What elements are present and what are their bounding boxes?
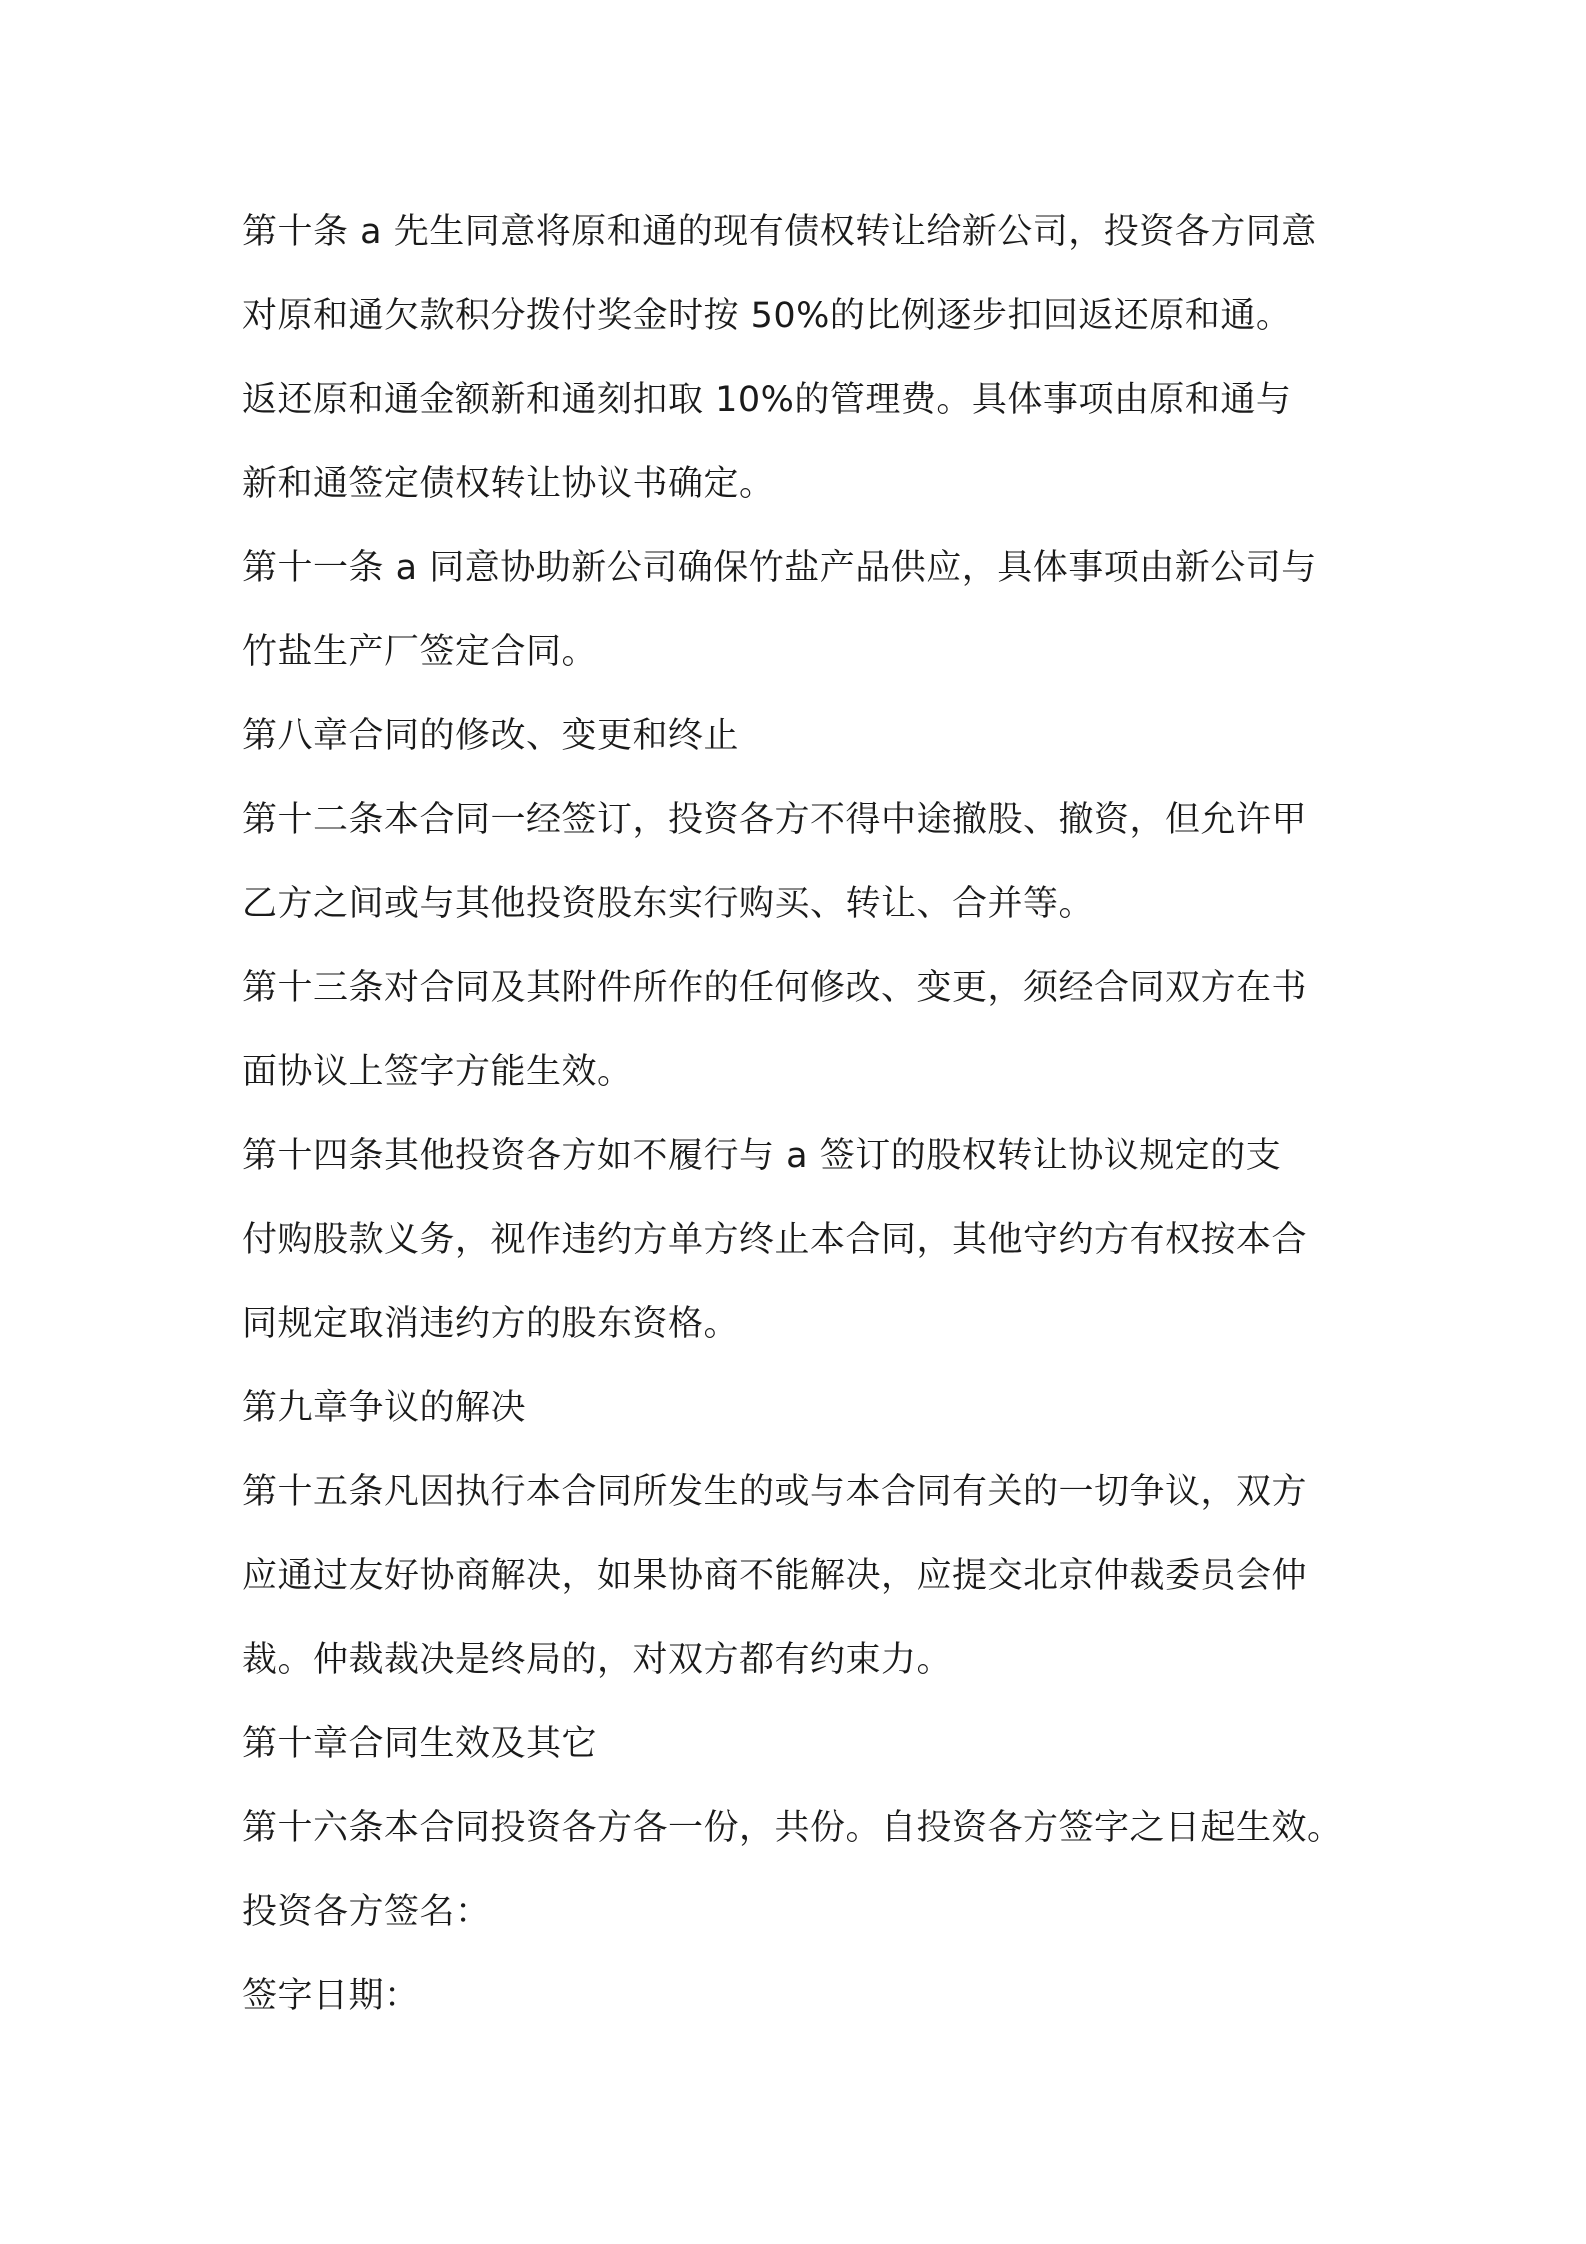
clause-13-line-2: 面协议上签字方能生效。 [242,1052,633,1092]
clause-15-line-1: 第十五条凡因执行本合同所发生的或与本合同有关的一切争议，双方 [242,1472,1308,1512]
document-body [242,190,1352,2038]
clause-14-line-3: 同规定取消违约方的股东资格。 [242,1304,740,1344]
clause-10-line-2: 对原和通欠款积分拨付奖金时按 50%的比例逐步扣回返还原和通。 [242,296,1292,336]
clause-11-line-2: 竹盐生产厂签定合同。 [242,632,598,672]
clause-15-line-3: 裁。仲裁裁决是终局的，对双方都有约束力。 [242,1640,953,1680]
clause-11-line-1: 第十一条 a 同意协助新公司确保竹盐产品供应，具体事项由新公司与 [242,548,1317,588]
chapter-8-heading: 第八章合同的修改、变更和终止 [242,716,740,756]
clause-16-line-1: 第十六条本合同投资各方各一份，共份。自投资各方签字之日起生效。 [242,1808,1343,1848]
clause-14-line-1: 第十四条其他投资各方如不履行与 a 签订的股权转让协议规定的支 [242,1136,1282,1176]
clause-15-line-2: 应通过友好协商解决，如果协商不能解决，应提交北京仲裁委员会仲 [242,1556,1308,1596]
clause-10-line-4: 新和通签定债权转让协议书确定。 [242,464,775,504]
clause-12-line-1: 第十二条本合同一经签订，投资各方不得中途撤股、撤资，但允许甲 [242,800,1308,840]
clause-10-line-3: 返还原和通金额新和通刻扣取 10%的管理费。具体事项由原和通与 [242,380,1292,420]
clause-10-line-1: 第十条 a 先生同意将原和通的现有债权转让给新公司，投资各方同意 [242,212,1317,252]
clause-14-line-2: 付购股款义务，视作违约方单方终止本合同，其他守约方有权按本合 [242,1220,1308,1260]
clause-12-line-2: 乙方之间或与其他投资股东实行购买、转让、合并等。 [242,884,1095,924]
chapter-10-heading: 第十章合同生效及其它 [242,1724,598,1764]
chapter-9-heading: 第九章争议的解决 [242,1388,527,1428]
clause-13-line-1: 第十三条对合同及其附件所作的任何修改、变更，须经合同双方在书 [242,968,1308,1008]
signature-date-label: 签字日期： [242,1976,420,2016]
signature-label: 投资各方签名： [242,1892,491,1932]
